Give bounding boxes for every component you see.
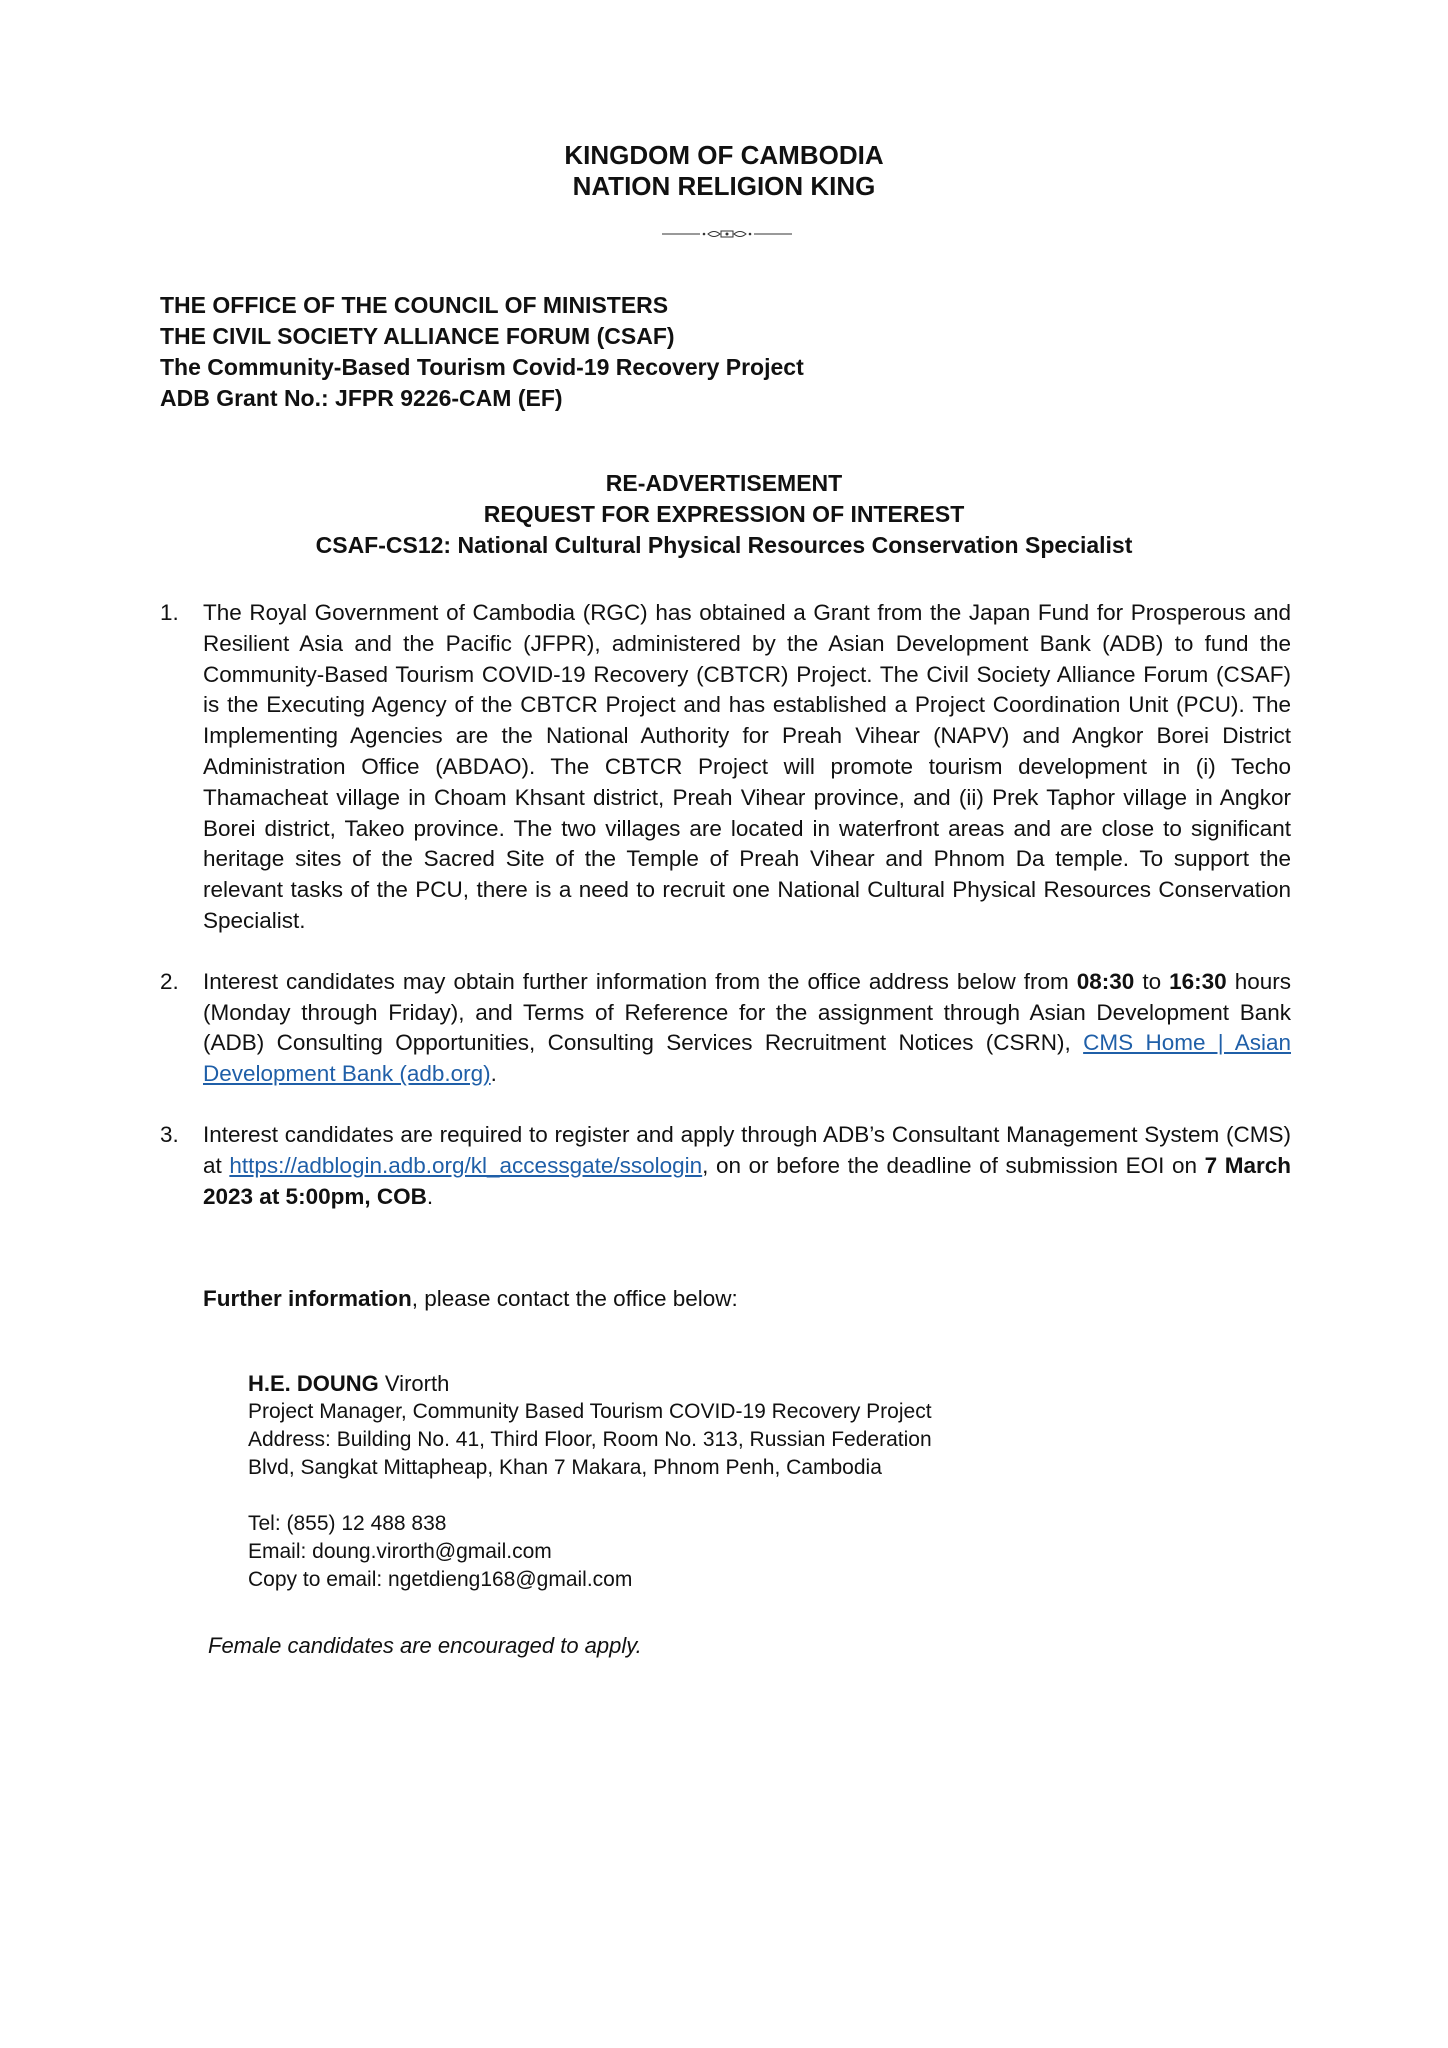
paragraph-text: The Royal Government of Cambodia (RGC) has obtained a Grant from the Japan Fund for Prosperous and Resilient Asia and the Pacific (JFPR), administered by the Asian Development Bank (ADB) to fund the Community-Based Tourism COVID-19 Recovery (CBTCR) Project. The Civil Society Alliance Forum (CSAF) is the Executing Agency of the CBTCR Project and has established a Project Coordination Unit (PCU). The Implementing Agencies are the National Authority for Preah Vihear (NAPV) and Angkor Borei District Administration Office (ABDAO). The CBTCR Project will promote tourism development in (i) Techo Thamacheat village in Choam Khsant district, Preah Vihear province, and (ii) Prek Taphor village in Angkor Borei district, Takeo province. The two villages are located in waterfront areas and are close to significant heritage sites of the Sacred Site of the Temple of Preah Vihear and Phnom Da temple. To support the relevant tasks of the PCU, there is a need to recruit one National Cultural Physical Resources Conservation Specialist. xyxy=(203,600,1291,933)
paragraph-3 xyxy=(160,1120,1291,1212)
paragraph-text xyxy=(203,1120,1291,1212)
paragraph-text xyxy=(203,967,1291,1090)
text-segment: . xyxy=(426,1183,434,1209)
paragraph-number: 1. xyxy=(160,600,179,625)
contact-address-line2: Blvd, Sangkat Mittapheap, Khan 7 Makara, Phnom Penh, Cambodia xyxy=(248,1456,882,1479)
spacer xyxy=(248,1482,932,1510)
country-name: KINGDOM OF CAMBODIA xyxy=(564,140,884,170)
submission-deadline: 7 March 2023 at 5:00pm, COB xyxy=(203,1152,1291,1209)
text-segment: Interest candidates are required to register and apply through ADB’s Consultant Management System (CMS) at xyxy=(203,1121,1291,1178)
office-line-grant: ADB Grant No.: JFPR 9226-CAM (EF) xyxy=(160,385,563,411)
further-information-text: , please contact the office below: xyxy=(411,1286,738,1311)
paragraph-number: 2. xyxy=(160,968,179,994)
paragraph-2 xyxy=(160,967,1291,1090)
footer-note: Female candidates are encouraged to apply. xyxy=(208,1633,642,1658)
contact-role: Project Manager, Community Based Tourism COVID-19 Recovery Project xyxy=(248,1400,932,1423)
cms-home-link[interactable]: CMS Home | Asian Development Bank (adb.org) xyxy=(203,1030,1291,1087)
office-line-project: The Community-Based Tourism Covid-19 Recovery Project xyxy=(160,354,804,380)
further-information xyxy=(203,1283,738,1314)
office-line-council: THE OFFICE OF THE COUNCIL OF MINISTERS xyxy=(160,292,669,318)
text-segment: . xyxy=(490,1061,497,1087)
contact-tel: Tel: (855) 12 488 838 xyxy=(248,1512,447,1535)
contact-email: Email: doung.virorth@gmail.com xyxy=(248,1540,552,1563)
text-segment: hours (Monday through Friday), and Terms of Reference for the assignment through Asian Development Bank (ADB) Consulting Opportunities, Consulting Services Recruitment Notices (CSRN), xyxy=(203,968,1291,1056)
paragraph-number: 3. xyxy=(160,1121,179,1147)
title-readvertisement: RE-ADVERTISEMENT xyxy=(605,470,843,496)
contact-name-surname: H.E. DOUNG xyxy=(248,1371,379,1396)
contact-copy-email: Copy to email: ngetdieng168@gmail.com xyxy=(248,1568,633,1591)
contact-name xyxy=(248,1370,932,1398)
issuing-office-block xyxy=(160,290,804,414)
paragraph-1 xyxy=(160,598,1291,937)
title-request-eoi: REQUEST FOR EXPRESSION OF INTEREST xyxy=(483,501,965,527)
office-line-csaf: THE CIVIL SOCIETY ALLIANCE FORUM (CSAF) xyxy=(160,323,675,349)
office-open-time: 08:30 xyxy=(1076,968,1135,994)
further-information-label: Further information xyxy=(203,1286,412,1311)
numbered-paragraphs xyxy=(160,598,1291,1242)
text-segment: to xyxy=(1134,968,1170,994)
national-motto: NATION RELIGION KING xyxy=(572,171,876,201)
contact-address-line1: Address: Building No. 41, Third Floor, Room No. 313, Russian Federation xyxy=(248,1428,932,1451)
text-segment: Interest candidates may obtain further information from the office address below from xyxy=(203,968,1077,994)
title-position: CSAF-CS12: National Cultural Physical Resources Conservation Specialist xyxy=(315,532,1133,558)
office-close-time: 16:30 xyxy=(1169,968,1227,994)
text-segment: , on or before the deadline of submission EOI on xyxy=(702,1152,1205,1178)
document-title xyxy=(0,468,1448,561)
contact-block xyxy=(248,1370,932,1594)
decorative-divider-icon xyxy=(662,228,792,240)
adb-login-link[interactable]: https://adblogin.adb.org/kl_accessgate/ssologin xyxy=(229,1152,703,1178)
national-header xyxy=(0,140,1448,202)
contact-name-given: Virorth xyxy=(378,1371,450,1396)
